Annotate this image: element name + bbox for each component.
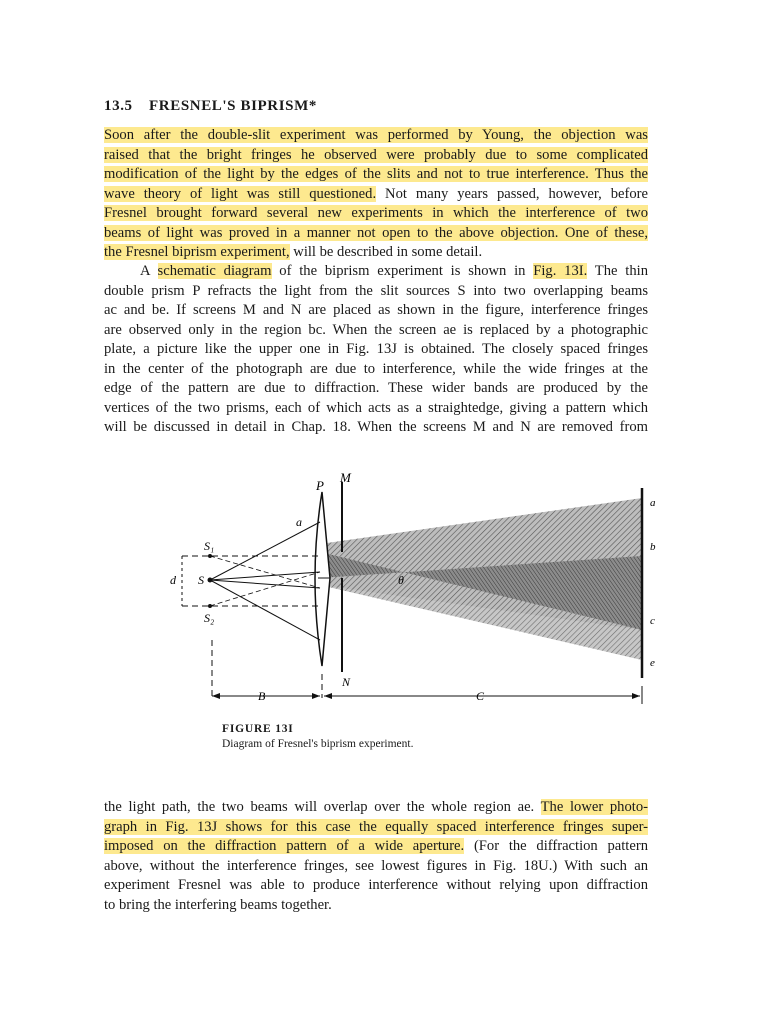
text-line [104,204,648,224]
biprism [315,492,330,666]
text-run: plate, a picture like the upper one in Fig. 13J is obtained. The closely spaced fringes [104,341,648,357]
text-run: above, without the interference fringes, see lowest figures in Fig. 18U.) With such an [104,857,648,874]
highlighted-text: modification of the light by the edges of the slits and not to true interference. Thus the [104,166,648,182]
text-line [104,876,648,896]
label-dist-c: C [476,689,485,703]
label-a-prism: a [296,515,302,529]
highlighted-text: Fig. 13I. [533,263,588,279]
text-line [104,301,648,321]
highlighted-text: imposed on the diffraction pattern of a wide aperture. [104,838,465,854]
section-number: 13.5 [104,98,133,114]
label-p: P [316,478,324,493]
label-s2: S₂ [204,611,215,625]
figure-caption [222,722,413,752]
text-run: ac and be. If screens M and N are placed as shown in the figure, interference fringes [104,302,648,318]
figure-caption-text: Diagram of Fresnel's biprism experiment. [222,738,414,750]
highlighted-text: schematic diagram [157,263,272,279]
text-run: of the biprism experiment is shown in [271,263,534,279]
text-line [104,262,648,282]
text-run: the light path, the two beams will overlap over the whole region ae. [104,799,541,815]
text-line [104,418,648,438]
paragraph-2 [104,262,648,438]
text-line [104,857,648,877]
label-dist-b: B [258,689,266,703]
label-d: d [170,573,176,587]
highlighted-text: wave theory of light was still questioned. [104,185,377,202]
text-run: in the center of the photograph are due to interference, while the wide fringes at the [104,360,648,377]
label-n: N [342,675,351,689]
text-run: will be discussed in detail in Chap. 18. When the screens M and N are removed from [104,419,648,435]
text-run: double prism P refracts the light from the slit sources S into two overlapping beams [104,282,648,299]
text-run: The thin [587,263,648,279]
text-line [104,896,648,916]
label-m: M [340,470,351,485]
text-line [104,185,648,205]
text-line [104,818,648,838]
text-line [104,243,648,263]
text-line [104,340,648,360]
highlighted-text: the Fresnel biprism experiment, [104,244,290,260]
label-theta: θ [398,573,404,587]
text-line [104,399,648,419]
text-line [104,798,648,818]
highlighted-text: The lower photo- [540,799,648,815]
biprism-diagram [170,460,670,710]
text-run: will be described in some detail. [289,244,483,260]
section-heading [104,98,317,115]
text-run: (For the diffraction pattern [464,838,648,854]
text-run: Not many years passed, however, before [376,185,648,202]
highlighted-text: raised that the bright fringes he observed were probably due to some complicated [104,146,648,163]
text-run: are observed only in the region bc. When the screen ae is replaced by a photographic [104,321,648,338]
highlighted-text: Soon after the double-slit experiment was performed by Young, the objection was [104,127,648,143]
text-line [104,146,648,166]
label-s: S [198,573,204,587]
paragraph-1 [104,126,648,263]
section-title: FRESNEL'S BIPRISM* [149,98,317,114]
paragraph-3 [104,798,648,915]
figure-label: FIGURE 13I [222,723,294,735]
text-run: A [140,263,158,279]
text-line [104,379,648,399]
label-s1: S₁ [204,539,215,553]
text-line [104,837,648,857]
highlighted-text: Fresnel brought forward several new experiments in which the interference of two [104,205,648,221]
label-c: c [650,615,655,627]
highlighted-text: beams of light was proved in a manner not open to the above objection. One of these, [104,224,648,241]
text-run: to bring the interfering beams together. [104,896,332,913]
label-b: b [650,541,656,553]
text-line [104,126,648,146]
text-line [104,321,648,341]
label-e: e [650,657,655,669]
text-line [104,165,648,185]
highlighted-text: graph in Fig. 13J shows for this case the equally spaced interference fringes super- [104,818,648,835]
text-run: experiment Fresnel was able to produce interference without relying upon diffraction [104,877,648,893]
text-line [104,224,648,244]
text-line [104,360,648,380]
text-run: edge of the pattern are due to diffraction. These wider bands are produced by the [104,380,648,396]
text-run: vertices of the two prisms, each of which acts as a straightedge, giving a pattern which [104,399,648,416]
label-a-screen: a [650,497,656,509]
text-line [104,282,648,302]
